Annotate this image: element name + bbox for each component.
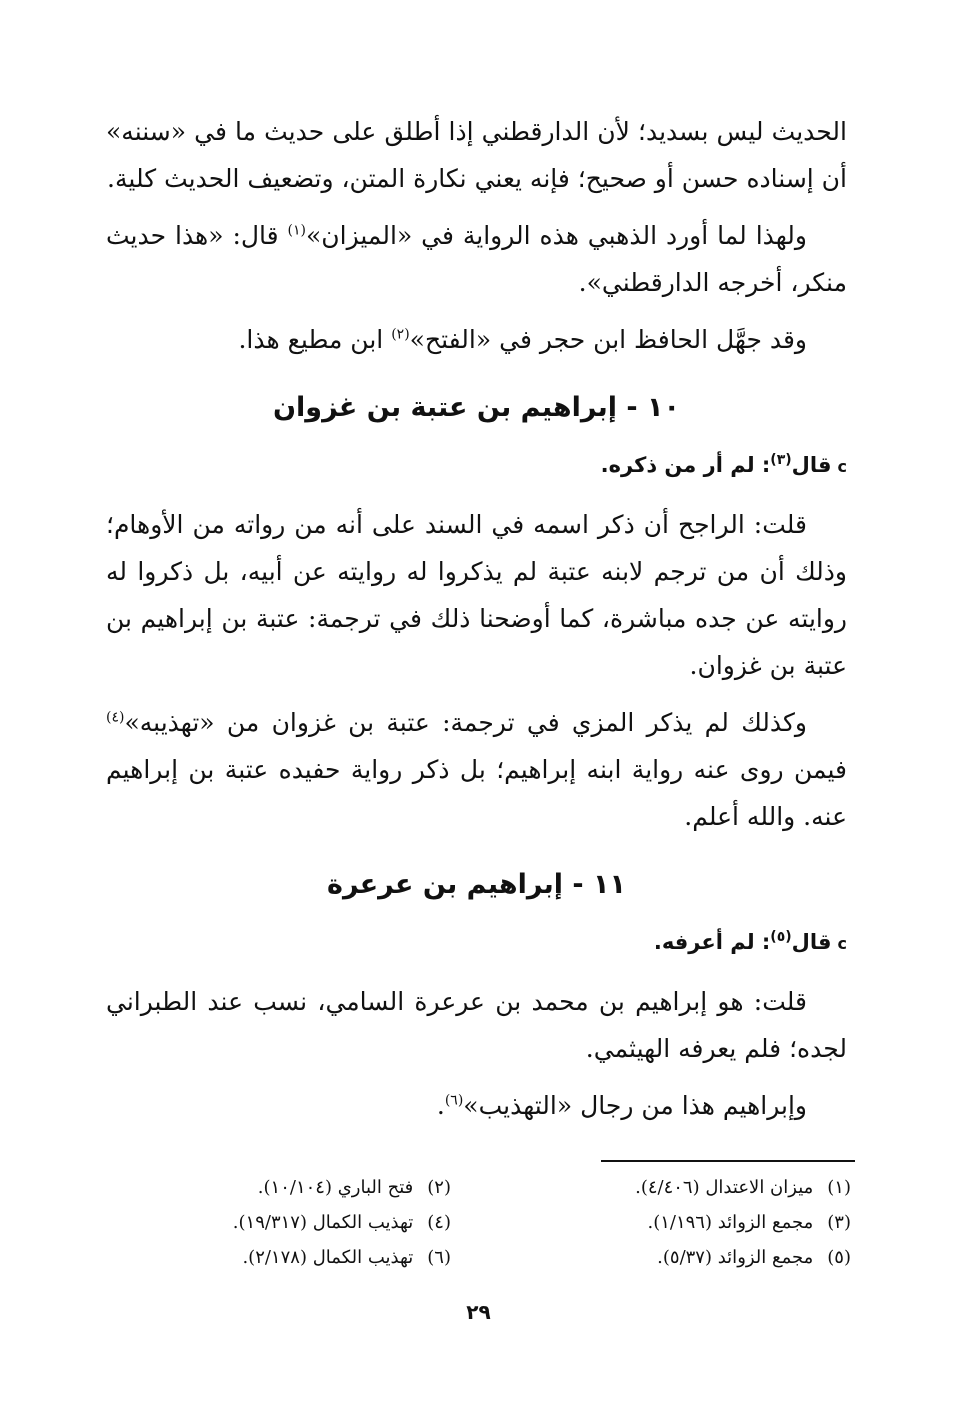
qala-word: قال (791, 453, 832, 477)
entry-heading-10: ١٠ - إبراهيم بن عتبة بن غزوان (273, 392, 680, 423)
entry-heading-11: ١١ - إبراهيم بن عرعرة (327, 869, 626, 900)
qala-text: : لم أعرفه. (653, 930, 771, 954)
footnote-ref: (٦) (444, 1092, 464, 1109)
footnote-3 (511, 1205, 851, 1240)
text-run: فيمن روى عنه رواية ابنه إبراهيم؛ بل ذكر رواية حفيده عتبة بن إبراهيم عنه. والله أعلم. (106, 755, 847, 831)
footnote-number: (٢) (427, 1177, 451, 1198)
paragraph-qultu-10: قلت: الراجح أن ذكر اسمه في السند على أنه من رواته من الأوهام؛ وذلك أن من ترجم لابنه عتبة لم يذكروا له روايته عن أبيه، بل ذكروا له روايته عن جده مباشرة، كما أوضحنا ذلك في ترجمة: عتبة بن إبراهيم بن عتبة بن غزوان. (106, 510, 847, 680)
paragraph-ibn-hajar (106, 316, 847, 363)
footnote-ref: (١) (287, 222, 306, 239)
paragraph-qultu-11: قلت: هو إبراهيم بن محمد بن عرعرة السامي، نسب عند الطبراني لجده؛ فلم يعرفه الهيثمي. (106, 987, 847, 1063)
text-run: وإبراهيم هذا من رجال «التهذيب» (463, 1091, 807, 1120)
page-number: ٢٩ (466, 1300, 491, 1324)
footnote-6 (111, 1240, 451, 1275)
footnote-text: تهذيب الكمال (١٩/٣١٧). (232, 1212, 414, 1233)
footnote-text: مجمع الزوائد (٥/٣٧). (657, 1247, 814, 1268)
footnote-text: تهذيب الكمال (٢/١٧٨). (242, 1247, 414, 1268)
footnote-5 (511, 1240, 851, 1275)
qala-word: قال (791, 930, 832, 954)
footnote-number: (٥) (827, 1247, 851, 1268)
footnote-2 (111, 1170, 451, 1205)
qala-line-10 (106, 443, 847, 489)
bullet-icon: c (837, 934, 847, 953)
footnote-ref: (٥) (770, 929, 792, 945)
text-run: ابن مطيع هذا. (238, 325, 392, 354)
footnote-ref: (٣) (770, 452, 792, 468)
paragraph-dhahabi (106, 212, 847, 306)
text-run: . (436, 1091, 445, 1120)
paragraph-tahdhib (106, 1082, 847, 1129)
footnote-text: ميزان الاعتدال (٤/٤٠٦). (635, 1177, 814, 1198)
text-run: ولهذا لما أورد الذهبي هذه الرواية في «الميزان» (305, 221, 807, 250)
footnote-number: (١) (827, 1177, 851, 1198)
paragraph-continuation: الحديث ليس بسديد؛ لأن الدارقطني إذا أطلق على حديث ما في «سننه» أن إسناده حسن أو صحيح؛ فإنه يعني نكارة المتن، وتضعيف الحديث كلية. (106, 117, 847, 193)
footnote-divider (601, 1160, 855, 1162)
text-run: وقد جهَّل الحافظ ابن حجر في «الفتح» (409, 325, 807, 354)
footnote-1 (511, 1170, 851, 1205)
text-run: قال: «هذا حديث منكر، أخرجه الدارقطني». (106, 221, 847, 297)
footnote-ref: (٢) (391, 326, 410, 343)
footnote-text: مجمع الزوائد (١/١٩٦). (647, 1212, 814, 1233)
footnote-number: (٤) (427, 1212, 451, 1233)
bullet-icon: c (837, 457, 847, 476)
qala-text: : لم أر من ذكره. (600, 453, 771, 477)
footnote-text: فتح الباري (١٠/١٠٤). (257, 1177, 414, 1198)
footnote-number: (٣) (827, 1212, 851, 1233)
footnotes (111, 1170, 851, 1275)
text-run: وكذلك لم يذكر المزي في ترجمة: عتبة بن غزوان من «تهذيبه» (124, 708, 807, 737)
footnote-number: (٦) (427, 1247, 451, 1268)
paragraph-mizzi (106, 699, 847, 840)
footnote-ref: (٤) (106, 709, 125, 726)
footnote-4 (111, 1205, 451, 1240)
qala-line-11 (106, 920, 847, 966)
